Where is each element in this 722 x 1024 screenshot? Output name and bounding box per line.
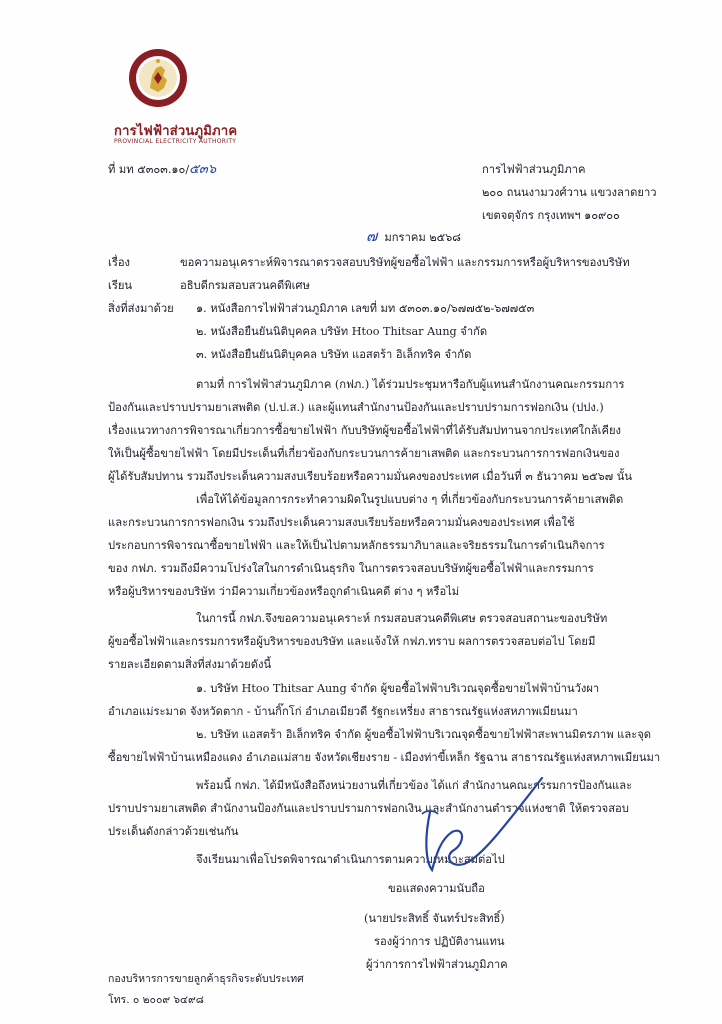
sender-address-line: ๒๐๐ ถนนงามวงศ์วาน แขวงลาดยาว [482,186,657,199]
org-name-th: การไฟฟ้าส่วนภูมิภาค [114,124,238,139]
body-line: ให้เป็นผู้ซื้อขายไฟฟ้า โดยมีประเด็นที่เกี่ยวข้องกับกระบวนการค้ายาเสพติด และกระบวนการการฟอกเงินของ [108,447,620,460]
body-line: ๑. บริษัท Htoo Thitsar Aung จำกัด ผู้ขอซื้อไฟฟ้าบริเวณจุดซื้อขายไฟฟ้าบ้านวังผา [196,682,600,695]
body-line: รายละเอียดตามสิ่งที่ส่งมาด้วยดังนี้ [108,658,272,671]
body-line: และกระบวนการการฟอกเงิน รวมถึงประเด็นความสงบเรียบร้อยหรือความมั่นคงของประเทศ เพื่อใช้ [108,516,575,529]
body-line: พร้อมนี้ กฟภ. ได้มีหนังสือถึงหน่วยงานที่เกี่ยวข้อง ได้แก่ สำนักงานคณะกรรมการป้องกันและ [196,779,633,792]
closing-line: จึงเรียนมาเพื่อโปรดพิจารณาดำเนินการตามความเหมาะสมต่อไป [196,853,505,866]
subject-text: ขอความอนุเคราะห์พิจารณาตรวจสอบบริษัทผู้ขอซื้อไฟฟ้า และกรรมการหรือผู้บริหารของบริษัท [180,256,630,269]
body-line: ซื้อขายไฟฟ้าบ้านเหมืองแดง อำเภอแม่สาย จังหวัดเชียงราย - เมืองท่าขี้เหล็ก รัฐฉาน สาธารณรัฐแห่งสหภาพเมียนมา [108,751,661,764]
enclosure-item: ๓. หนังสือยืนยันนิติบุคคล บริษัท แอสตร้า อิเล็กทริค จำกัด [196,348,472,361]
reference-prefix: ที่ มท ๕๓๐๓.๑๐/ [108,163,190,176]
body-line: ผู้ได้รับสัมปทาน รวมถึงประเด็นความสงบเรียบร้อยหรือความมั่นคงของประเทศ เมื่อวันที่ ๓ ธันวาคม ๒๕๖๗ นั้น [108,470,633,483]
body-line: ของ กฟภ. รวมถึงมีความโปร่งใสในการดำเนินธุรกิจ ในการตรวจสอบบริษัทผู้ขอซื้อไฟฟ้าและกรรมการ [108,562,594,575]
body-line: เรื่องแนวทางการพิจารณาเกี่ยวการซื้อขายไฟฟ้า กับบริษัทผู้ขอซื้อไฟฟ้าที่ได้รับสัมปทานจากประเทศใกล้เคียง [108,424,621,437]
letter-date [366,229,461,245]
recipient-text: อธิบดีกรมสอบสวนคดีพิเศษ [180,279,310,292]
body-line: หรือผู้บริหารของบริษัท ว่ามีความเกี่ยวข้องหรือถูกดำเนินคดี ต่าง ๆ หรือไม่ [108,585,460,598]
handwritten-signature [392,770,552,890]
footer-phone: โทร. ๐ ๒๐๐๙ ๖๔๙๘ [108,994,204,1006]
signatory-title: ผู้ว่าการการไฟฟ้าส่วนภูมิภาค [366,958,508,971]
enclosure-item: ๑. หนังสือการไฟฟ้าส่วนภูมิภาค เลขที่ มท ๕๓๐๓.๑๐/๖๗๗๕๒-๖๗๗๕๓ [196,302,535,315]
body-line: เพื่อให้ได้ข้อมูลการกระทำความผิดในรูปแบบต่าง ๆ ที่เกี่ยวข้องกับกระบวนการค้ายาเสพติด [196,493,624,506]
pea-logo-icon [128,48,188,108]
subject-label: เรื่อง [108,256,131,269]
body-line: ผู้ขอซื้อไฟฟ้าและกรรมการหรือผู้บริหารของบริษัท และแจ้งให้ กฟภ.ทราบ ผลการตรวจสอบต่อไป โดยมี [108,635,596,648]
reference-handwritten: ๕๓๖ [189,162,217,177]
sender-address-line: เขตจตุจักร กรุงเทพฯ ๑๐๙๐๐ [482,209,620,222]
salutation: ขอแสดงความนับถือ [388,882,485,895]
signatory-title: รองผู้ว่าการ ปฏิบัติงานแทน [374,935,505,948]
body-line: อำเภอแม่ระมาด จังหวัดตาก - บ้านกิ๊กโก่ อำเภอเมียวดี รัฐกะเหรี่ยง สาธารณรัฐแห่งสหภาพเมียนมา [108,705,578,718]
org-name-en: PROVINCIAL ELECTRICITY AUTHORITY [114,138,237,145]
body-line: ๒. บริษัท แอสตร้า อิเล็กทริค จำกัด ผู้ขอซื้อไฟฟ้าบริเวณจุดซื้อขายไฟฟ้าสะพานมิตรภาพ และจุด [196,728,652,741]
signatory-name: (นายประสิทธิ์ จันทร์ประสิทธิ์) [364,912,505,925]
body-line: ประเด็นดังกล่าวด้วยเช่นกัน [108,825,239,838]
body-line: ตามที่ การไฟฟ้าส่วนภูมิภาค (กฟภ.) ได้ร่วมประชุมหารือกับผู้แทนสำนักงานคณะกรรมการ [196,378,625,391]
footer-department: กองบริหารการขายลูกค้าธุรกิจระดับประเทศ [108,973,304,985]
recipient-label: เรียน [108,279,133,292]
date-month-year: มกราคม ๒๕๖๘ [384,231,461,244]
sender-address-line: การไฟฟ้าส่วนภูมิภาค [482,163,586,176]
enclosure-item: ๒. หนังสือยืนยันนิติบุคคล บริษัท Htoo Thitsar Aung จำกัด [196,325,488,338]
enclosures-label: สิ่งที่ส่งมาด้วย [108,302,174,315]
body-line: ปราบปรามยาเสพติด สำนักงานป้องกันและปราบปรามการฟอกเงิน และสำนักงานตำรวจแห่งชาติ ให้ตรวจสอบ [108,802,629,815]
body-line: ในการนี้ กฟภ.จึงขอความอนุเคราะห์ กรมสอบสวนคดีพิเศษ ตรวจสอบสถานะของบริษัท [196,612,608,625]
reference-number [108,163,216,177]
body-line: ประกอบการพิจารณาซื้อขายไฟฟ้า และให้เป็นไปตามหลักธรรมาภิบาลและจริยธรรมในการดำเนินกิจการ [108,539,605,552]
body-line: ป้องกันและปราบปรามยาเสพติด (ป.ป.ส.) และผู้แทนสำนักงานป้องกันและปราบปรามการฟอกเงิน (ปปง.) [108,401,604,414]
date-day-handwritten: ๗ [366,227,378,245]
